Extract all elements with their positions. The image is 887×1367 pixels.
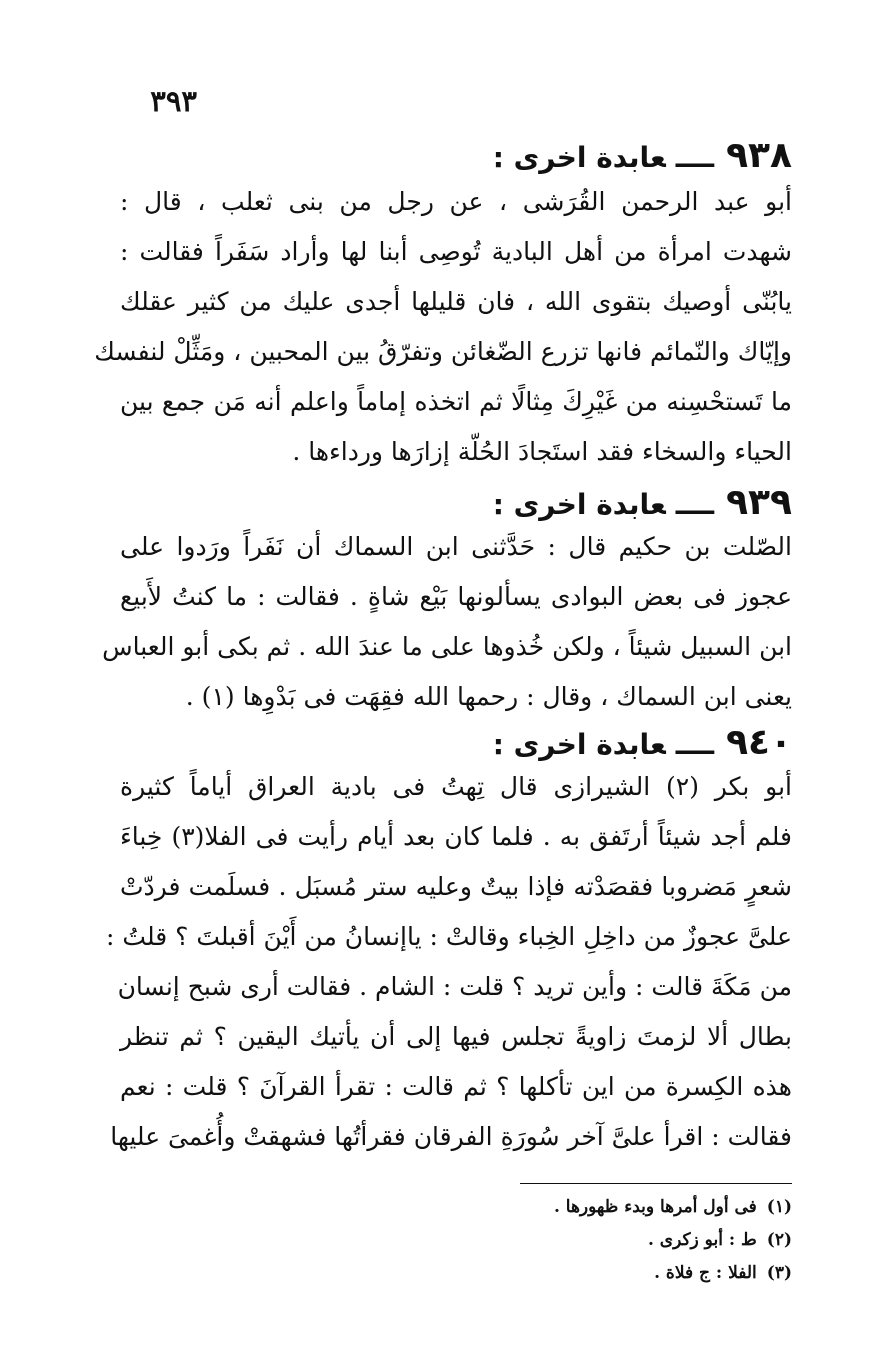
text-line: عجوز فى بعض البوادى يسألونها بَيْع شاةٍ . فقالت : ما كنتُ لأَبيع [120,582,792,611]
text-line: وإيّاك والنّمائم فانها تزرع الضّغائن وتفرّقُ بين المحبين ، ومَثِّلْ لنفسك [94,337,792,366]
entry-heading-939 [493,482,792,523]
text-line: يابُنّى أوصيك بتقوى الله ، فان قليلها أجدى عليك من كثير عقلك [120,287,792,316]
text-line: علىَّ عجوزٌ من داخِلِ الخِباء وقالتْ : ياإنسانُ من أَيْنَ أقبلتَ ؟ قلتُ : [106,922,792,951]
footnote-1 [554,1196,792,1218]
entry-title: عابدة اخرى : [492,728,666,761]
footnote-divider [520,1183,792,1184]
entry-title: عابدة اخرى : [492,141,666,174]
text-line: هذه الكِسرة من اين تأكلها ؟ ثم قالت : تقرأ القرآنَ ؟ قلت : نعم [120,1072,792,1101]
text-line: الصّلت بن حكيم قال : حَدَّثنى ابن السماك أن نَفَراً ورَدوا على [120,532,792,561]
text-line: يعنى ابن السماك ، وقال : رحمها الله فقِهَت فى بَدْوِها (١) . [185,682,792,711]
text-line: فقالت : اقرأ علىَّ آخر سُورَةِ الفرقان فقرأتُها فشهقتْ وأُغمىَ عليها [110,1122,792,1151]
footnote-2 [648,1229,792,1251]
text-line: الحياء والسخاء فقد استَجادَ الحُلّة إزارَها ورداءها . [292,437,792,466]
heading-dash: ــــ [675,488,715,521]
text-line: فلم أجد شيئاً أرتَفق به . فلما كان بعد أيام رأيت فى الفلا(٣) خِباءَ [120,822,792,851]
footnote-mark: (١) [766,1197,792,1217]
entry-title: عابدة اخرى : [492,488,666,521]
text-line: من مَكَةَ قالت : وأين تريد ؟ قلت : الشام . فقالت أرى شبح إنسان [117,972,792,1001]
text-line: شهدت امرأة من أهل البادية تُوصِى أبنا لها وأراد سَفَراً فقالت : [120,237,792,266]
text-line: أبو بكر (٢) الشيرازى قال تِهتُ فى بادية العراق أياماً كثيرة [120,772,792,801]
footnote-mark: (٣) [766,1263,792,1283]
footnote-text: الفلا : ج فلاة . [654,1263,757,1283]
entry-heading-940 [493,722,792,763]
text-line: ما تَستحْسِنه من غَيْرِكَ مِثالًا ثم اتخذه إماماً واعلم أنه مَن جمع بين [120,387,792,416]
heading-dash: ــــ [675,141,715,174]
footnote-text: فى أول أمرها وبدء ظهورها . [553,1197,757,1217]
footnote-3 [654,1262,792,1284]
footnote-mark: (٢) [766,1230,792,1250]
text-line: أبو عبد الرحمن القُرَشى ، عن رجل من بنى ثعلب ، قال : [120,187,792,216]
page-number: ٣٩٣ [150,84,197,118]
entry-heading-938 [493,135,792,176]
text-line: بطال ألا لزمتَ زاويةً تجلس فيها إلى أن يأتيك اليقين ؟ ثم تنظر [120,1022,792,1051]
heading-dash: ــــ [675,728,715,761]
text-line: شعرٍ مَضروبا فقصَدْته فإذا بيتٌ وعليه ستر مُسبَل . فسلَمت فردّتْ [120,872,792,901]
entry-number: ٩٤٠ [726,722,792,763]
entry-number: ٩٣٨ [726,135,792,176]
entry-number: ٩٣٩ [726,482,792,523]
text-line: ابن السبيل شيئاً ، ولكن خُذوها على ما عندَ الله . ثم بكى أبو العباس [102,632,792,661]
footnote-text: ط : أبو زكرى . [647,1230,757,1250]
